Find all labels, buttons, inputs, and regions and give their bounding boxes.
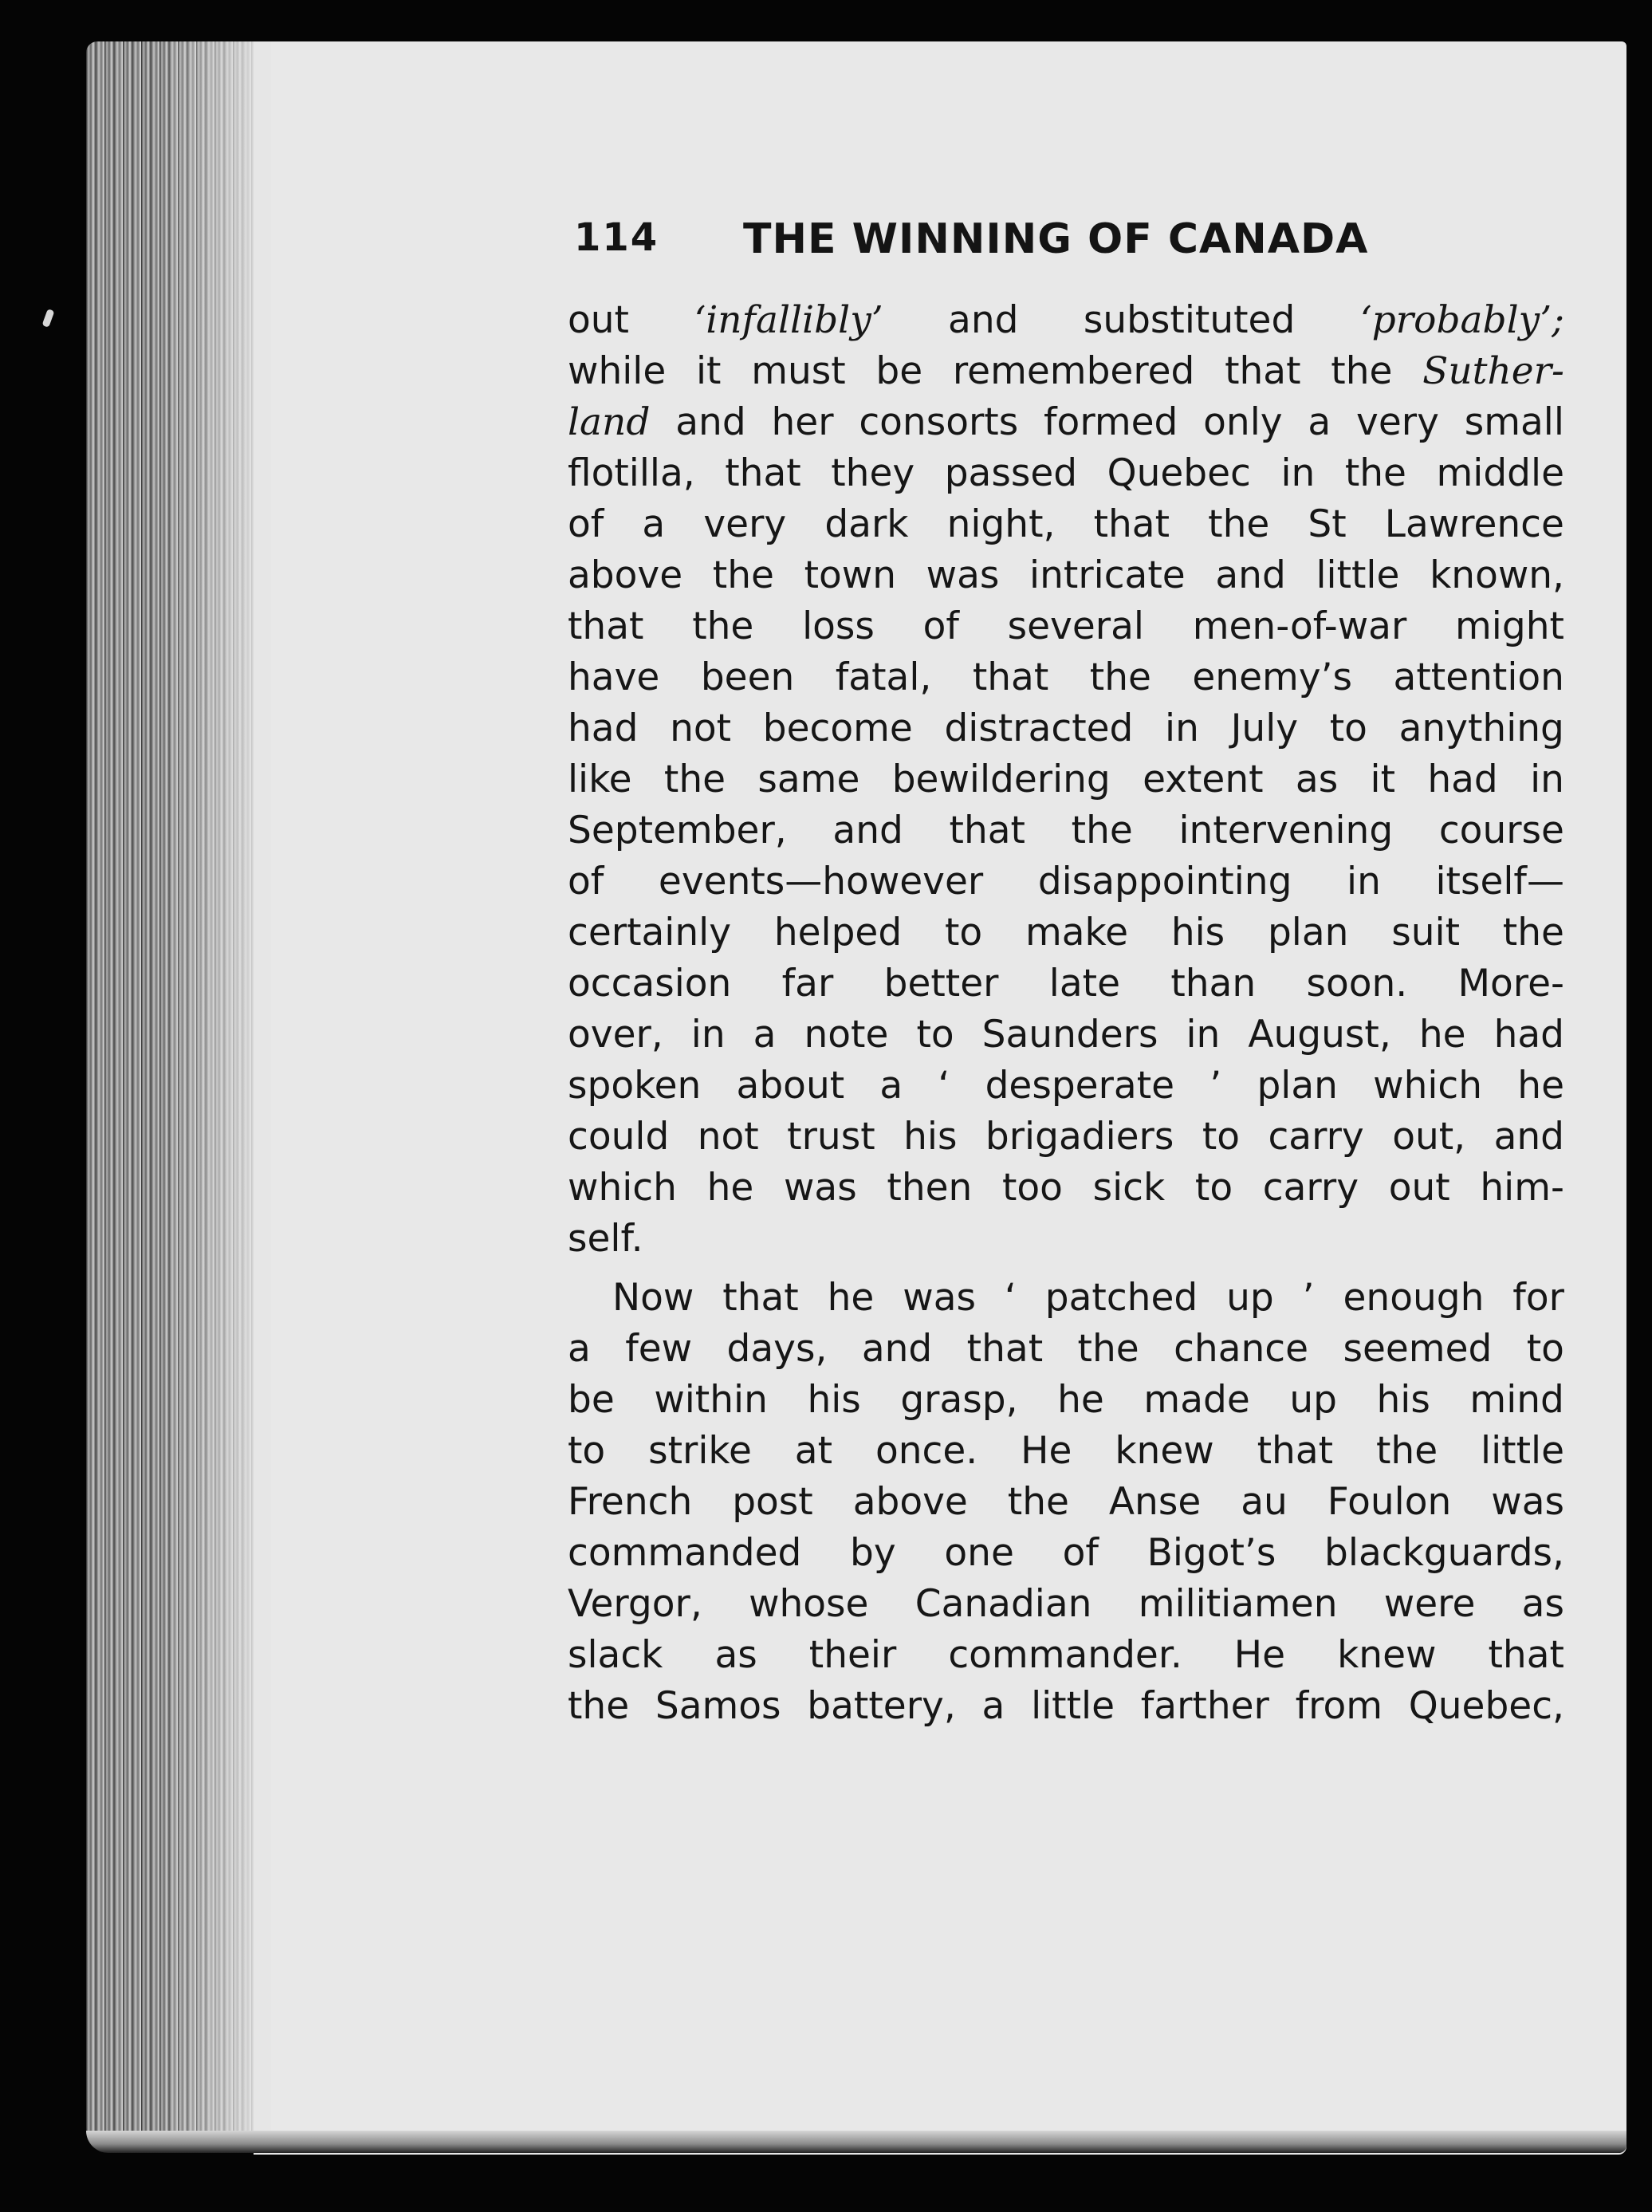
text-line	[568, 754, 1564, 805]
word: fatal,	[835, 655, 932, 699]
word: distracted	[944, 707, 1134, 750]
word: Bigot’s	[1147, 1531, 1276, 1575]
word: that	[1257, 1429, 1334, 1473]
word: he	[1418, 1013, 1466, 1057]
paragraph-2	[568, 1273, 1564, 1732]
text-line	[568, 1681, 1564, 1732]
word: him-	[1480, 1166, 1564, 1210]
text-line	[568, 1061, 1564, 1112]
text-line	[568, 550, 1564, 601]
word: sick	[1092, 1166, 1166, 1210]
word: to	[1202, 1115, 1240, 1159]
word: to	[1194, 1166, 1233, 1210]
word: that	[1225, 349, 1301, 393]
paragraph-1	[568, 295, 1564, 1265]
word: were	[1383, 1582, 1476, 1626]
word: the	[1331, 349, 1393, 393]
word: substituted	[1083, 298, 1296, 342]
word: was	[903, 1276, 976, 1320]
word: out,	[1392, 1115, 1466, 1159]
text-line	[568, 1010, 1564, 1061]
word: consorts	[859, 400, 1019, 444]
word: seemed	[1343, 1327, 1493, 1371]
word: dark	[824, 502, 909, 546]
word: above	[568, 553, 683, 597]
word: not	[697, 1115, 759, 1159]
word: certainly	[568, 911, 732, 954]
word: that	[568, 604, 644, 648]
text-line	[568, 703, 1564, 754]
word: blackguards,	[1324, 1531, 1564, 1575]
text-line	[568, 805, 1564, 856]
word: plan	[1257, 1064, 1338, 1108]
word: and	[675, 400, 746, 444]
word: attention	[1393, 655, 1564, 699]
word: events—however	[658, 860, 984, 903]
word: very	[703, 502, 787, 546]
running-title: THE WINNING OF CANADA	[743, 215, 1369, 263]
word: French	[568, 1480, 693, 1524]
word: ’	[1210, 1064, 1222, 1108]
word: it	[1370, 758, 1396, 801]
word: he	[706, 1166, 754, 1210]
word: July	[1230, 707, 1299, 750]
word: was	[1491, 1480, 1564, 1524]
word: over,	[568, 1013, 663, 1057]
word: battery,	[807, 1684, 956, 1728]
word: like	[568, 758, 632, 801]
word: helped	[773, 911, 903, 954]
word: whose	[749, 1582, 869, 1626]
text-line	[568, 1528, 1564, 1579]
word: commander.	[948, 1633, 1182, 1677]
word: knew	[1337, 1633, 1437, 1677]
word: the	[1208, 502, 1270, 546]
word: the	[1375, 1429, 1438, 1473]
word: patched	[1044, 1276, 1198, 1320]
word: once.	[875, 1429, 978, 1473]
word: be	[568, 1378, 615, 1422]
word: had	[1493, 1013, 1564, 1057]
word: at	[794, 1429, 833, 1473]
word: as	[714, 1633, 757, 1677]
text-line	[568, 397, 1564, 448]
word: several	[1007, 604, 1144, 648]
word: August,	[1248, 1013, 1391, 1057]
text-line	[568, 1163, 1564, 1214]
word: men-of-war	[1192, 604, 1407, 648]
word: by	[850, 1531, 896, 1575]
word: land	[568, 400, 651, 444]
word: days,	[726, 1327, 828, 1371]
word: that	[1488, 1633, 1564, 1677]
word: chance	[1174, 1327, 1309, 1371]
word: desperate	[985, 1064, 1175, 1108]
word: one	[944, 1531, 1014, 1575]
word: had	[568, 707, 639, 750]
word: Quebec	[1107, 451, 1251, 495]
word: up	[1226, 1276, 1274, 1320]
word: a	[753, 1013, 777, 1057]
word: their	[808, 1633, 897, 1677]
word: of	[568, 860, 604, 903]
word: a	[568, 1327, 591, 1371]
word: from	[1295, 1684, 1383, 1728]
text-line	[568, 1579, 1564, 1630]
word: ‘	[1004, 1276, 1017, 1320]
word: Anse	[1108, 1480, 1202, 1524]
word: the	[1077, 1327, 1139, 1371]
word: to	[944, 911, 983, 954]
word: He	[1021, 1429, 1072, 1473]
word: commanded	[568, 1531, 802, 1575]
word: very	[1356, 400, 1439, 444]
word: au	[1241, 1480, 1288, 1524]
word: middle	[1436, 451, 1564, 495]
word: while	[568, 349, 667, 393]
word: of	[922, 604, 959, 648]
word: Vergor,	[568, 1582, 702, 1626]
word: in	[1280, 451, 1316, 495]
word: itself—	[1435, 860, 1564, 903]
word: out	[568, 298, 629, 342]
word: to	[1526, 1327, 1564, 1371]
word: his	[807, 1378, 861, 1422]
word: a	[879, 1064, 903, 1108]
word: about	[736, 1064, 845, 1108]
word: the	[568, 1684, 630, 1728]
word: the	[692, 604, 754, 648]
text-line	[568, 1630, 1564, 1681]
word: strike	[648, 1429, 752, 1473]
word: of	[568, 502, 604, 546]
word: More-	[1457, 962, 1564, 1006]
word: that	[1093, 502, 1170, 546]
word: Saunders	[981, 1013, 1158, 1057]
word: the	[712, 553, 774, 597]
word: little	[1316, 553, 1400, 597]
word: mind	[1469, 1378, 1564, 1422]
word: out	[1388, 1166, 1450, 1210]
word: in	[1186, 1013, 1221, 1057]
word: trust	[787, 1115, 875, 1159]
word: self.	[568, 1217, 643, 1261]
word: bewildering	[891, 758, 1111, 801]
text-line	[568, 346, 1564, 397]
word: a	[642, 502, 666, 546]
text-line	[568, 1214, 1564, 1265]
word: brigadiers	[985, 1115, 1174, 1159]
text-line	[568, 448, 1564, 499]
word: suit	[1391, 911, 1460, 954]
word: late	[1048, 962, 1121, 1006]
word: have	[568, 655, 660, 699]
word: not	[670, 707, 732, 750]
word: disappointing	[1037, 860, 1292, 903]
word: little	[1031, 1684, 1115, 1728]
word: little	[1481, 1429, 1564, 1473]
word: slack	[568, 1633, 663, 1677]
word: that	[966, 1327, 1044, 1371]
word: her	[771, 400, 834, 444]
word: Lawrence	[1384, 502, 1564, 546]
word: was	[783, 1166, 857, 1210]
word: in	[1165, 707, 1199, 750]
word: anything	[1398, 707, 1564, 750]
word: that	[725, 451, 801, 495]
word: above	[852, 1480, 968, 1524]
word: the	[1502, 911, 1564, 954]
word: it	[695, 349, 722, 393]
word: course	[1438, 809, 1564, 852]
word: ‘infallibly’	[694, 298, 883, 342]
word: might	[1455, 604, 1564, 648]
word: occasion	[568, 962, 732, 1006]
word: to	[916, 1013, 954, 1057]
word: spoken	[568, 1064, 702, 1108]
word: in	[690, 1013, 726, 1057]
word: small	[1464, 400, 1564, 444]
word: they	[831, 451, 915, 495]
word: too	[1001, 1166, 1063, 1210]
word: make	[1025, 911, 1129, 954]
word: become	[762, 707, 913, 750]
word: knew	[1115, 1429, 1214, 1473]
word: the	[1071, 809, 1133, 852]
word: made	[1143, 1378, 1250, 1422]
text-line	[568, 1324, 1564, 1375]
word: town	[804, 553, 896, 597]
word: enemy’s	[1192, 655, 1353, 699]
word: St	[1308, 502, 1347, 546]
word: extent	[1143, 758, 1264, 801]
word: enough	[1343, 1276, 1485, 1320]
word: the	[1089, 655, 1151, 699]
book-bottom-edge	[86, 2131, 1626, 2153]
word: the	[1344, 451, 1406, 495]
word: far	[781, 962, 834, 1006]
word: and	[948, 298, 1019, 342]
word: soon.	[1306, 962, 1408, 1006]
word: note	[804, 1013, 889, 1057]
page-number: 114	[574, 215, 659, 260]
word: as	[1521, 1582, 1564, 1626]
word: intervening	[1178, 809, 1394, 852]
word: He	[1233, 1633, 1286, 1677]
text-line	[568, 1273, 1564, 1324]
word: post	[732, 1480, 813, 1524]
word: had	[1427, 758, 1498, 801]
word: in	[1347, 860, 1381, 903]
word: flotilla,	[568, 451, 695, 495]
word: he	[1057, 1378, 1104, 1422]
word: night,	[946, 502, 1056, 546]
word: Quebec,	[1408, 1684, 1564, 1728]
word: to	[568, 1429, 606, 1473]
word: plan	[1267, 911, 1349, 954]
word: loss	[802, 604, 875, 648]
word: he	[1517, 1064, 1564, 1108]
word: was	[926, 553, 1000, 597]
word: that	[722, 1276, 799, 1320]
word: in	[1530, 758, 1564, 801]
word: Foulon	[1327, 1480, 1452, 1524]
page-edge-shading	[159, 41, 271, 2147]
word: intricate	[1029, 553, 1186, 597]
word: within	[654, 1378, 768, 1422]
word: ‘probably’;	[1359, 298, 1564, 342]
body-text	[568, 295, 1564, 1732]
word: of	[1062, 1531, 1099, 1575]
word: that	[949, 809, 1025, 852]
word: he	[827, 1276, 875, 1320]
word: could	[568, 1115, 670, 1159]
word: few	[625, 1327, 693, 1371]
word: as	[1295, 758, 1339, 801]
text-line	[568, 1426, 1564, 1477]
word: formed	[1044, 400, 1178, 444]
word: then	[887, 1166, 973, 1210]
word: ’	[1302, 1276, 1315, 1320]
word: his	[1170, 911, 1225, 954]
word: and	[1493, 1115, 1564, 1159]
text-line	[568, 601, 1564, 652]
word: ‘	[938, 1064, 950, 1108]
text-line	[568, 856, 1564, 907]
word: militiamen	[1138, 1582, 1338, 1626]
text-line	[568, 295, 1564, 346]
text-line	[568, 652, 1564, 703]
word: farther	[1140, 1684, 1269, 1728]
word: only	[1203, 400, 1283, 444]
word: carry	[1268, 1115, 1364, 1159]
word: his	[903, 1115, 958, 1159]
text-line	[568, 1112, 1564, 1163]
text-line	[568, 499, 1564, 550]
word: that	[972, 655, 1049, 699]
paragraph-gap	[568, 1265, 1564, 1273]
word: the	[663, 758, 726, 801]
word: for	[1512, 1276, 1564, 1320]
word: and	[861, 1327, 933, 1371]
text-line	[568, 958, 1564, 1010]
word: Samos	[655, 1684, 781, 1728]
word: and	[1215, 553, 1286, 597]
word: a	[1308, 400, 1331, 444]
word: passed	[944, 451, 1078, 495]
text-line	[568, 1477, 1564, 1528]
text-line	[568, 1375, 1564, 1426]
word: and	[832, 809, 903, 852]
word: to	[1329, 707, 1367, 750]
word: September,	[568, 809, 787, 852]
word: which	[568, 1166, 677, 1210]
word: known,	[1430, 553, 1564, 597]
word: Suther-	[1422, 349, 1564, 393]
word: be	[875, 349, 923, 393]
word: remembered	[952, 349, 1195, 393]
word: Canadian	[914, 1582, 1092, 1626]
text-line	[568, 907, 1564, 958]
word: a	[981, 1684, 1005, 1728]
word: been	[700, 655, 795, 699]
word: same	[757, 758, 860, 801]
word: up	[1289, 1378, 1337, 1422]
word: grasp,	[900, 1378, 1018, 1422]
word: the	[1007, 1480, 1069, 1524]
word: than	[1170, 962, 1257, 1006]
word: better	[883, 962, 999, 1006]
word: carry	[1262, 1166, 1359, 1210]
word: Now	[612, 1276, 694, 1320]
word: must	[751, 349, 846, 393]
word: his	[1376, 1378, 1430, 1422]
running-head	[574, 215, 1403, 271]
word: which	[1373, 1064, 1483, 1108]
